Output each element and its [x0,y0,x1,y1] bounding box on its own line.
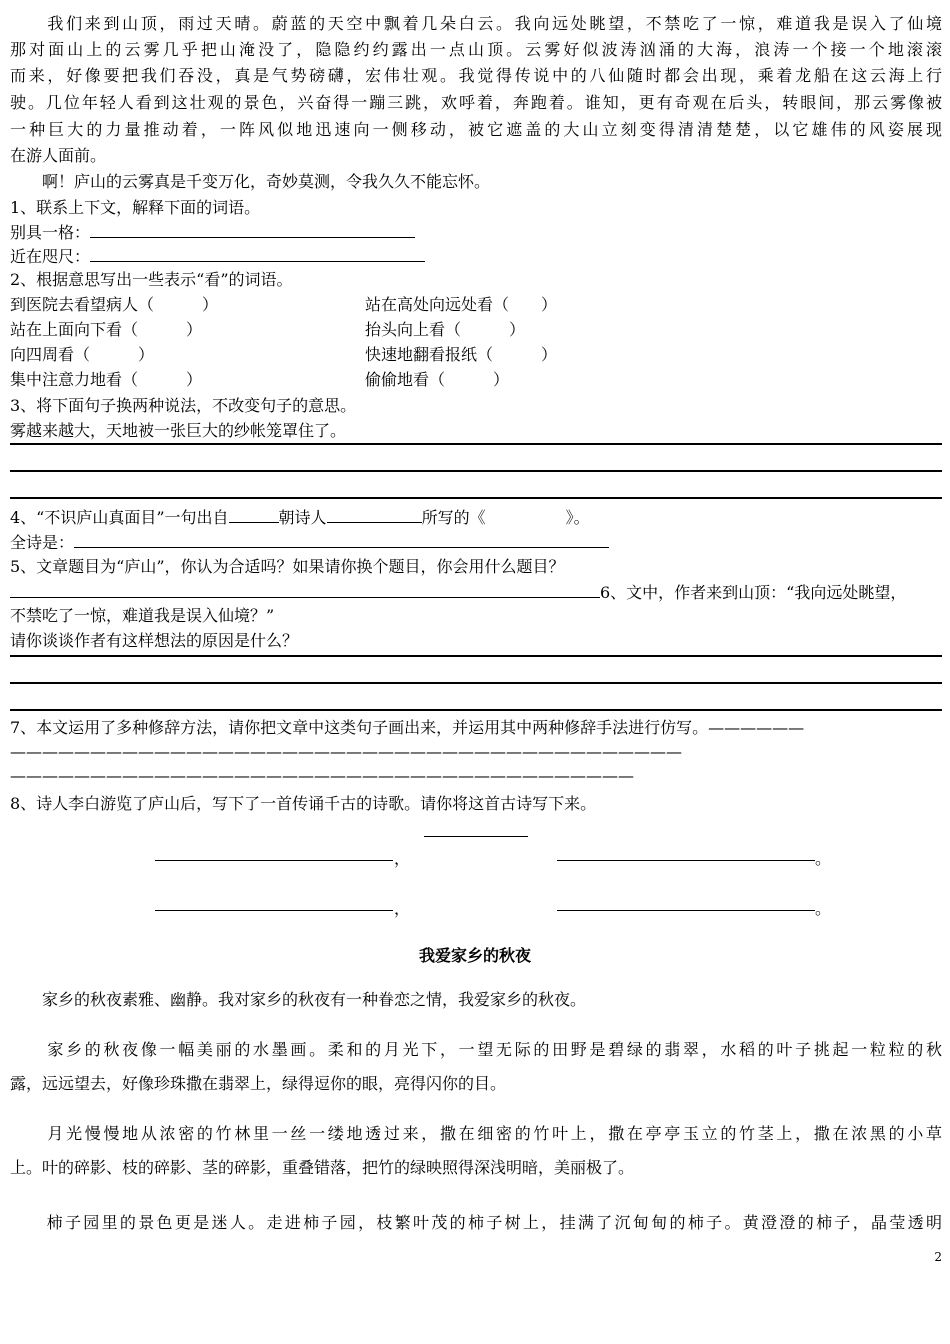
answer-blank[interactable] [229,507,279,523]
passage-line: 啊！庐山的云雾真是千变万化，奇妙莫测，令我久久不能忘怀。 [10,172,491,191]
poem-line-blank[interactable] [557,860,815,861]
answer-blank[interactable] [74,532,609,548]
q1-word-b: 近在咫尺： [10,247,91,266]
question-8: 8、诗人李白游览了庐山后，写下了一首传诵千古的诗歌。请你将这首古诗写下来。 [10,794,597,813]
passage-line: 上。叶的碎影、枝的碎影、茎的碎影，重叠错落，把竹的绿映照得深浅明暗，美丽极了。 [10,1158,635,1177]
answer-blank[interactable] [90,246,425,262]
q4-full-poem-row [10,532,942,553]
q5-q6-row [10,582,942,603]
passage-line: 柿子园里的景色更是迷人。走进柿子园，枝繁叶茂的柿子树上，挂满了沉甸甸的柿子。黄澄澄的柿子，晶莹透明 [10,1213,942,1232]
q6-line-3: 请你谈谈作者有这样想法的原因是什么？ [10,631,299,650]
poem-period: 。 [815,899,832,918]
q2-item: 偷偷地看（ ） [365,370,510,389]
passage-line: 在游人面前。 [10,146,107,165]
poem-line-blank[interactable] [155,860,393,861]
q2-row [10,320,942,340]
poem-title-blank[interactable] [424,836,528,837]
poem-comma: ， [394,899,411,918]
page-number: 2 [934,1250,942,1264]
passage-line: 我们来到山顶，雨过天晴。蔚蓝的天空中飘着几朵白云。我向远处眺望，不禁吃了一惊，难道我是误入了仙境 [10,14,942,33]
answer-line[interactable] [10,470,942,472]
poem-comma: ， [394,849,411,868]
answer-line[interactable] [10,655,942,657]
question-3: 3、将下面句子换两种说法，不改变句子的意思。 [10,396,357,415]
passage-line: 家乡的秋夜像一幅美丽的水墨画。柔和的月光下，一望无际的田野是碧绿的翡翠，水稻的叶子挑起一粒粒的秋 [10,1040,942,1059]
passage-2-title: 我爱家乡的秋夜 [418,946,531,965]
answer-line[interactable] [10,443,942,445]
q1-word-a: 别具一格： [10,223,91,242]
q1-row-b [10,246,942,267]
q1-row-a [10,222,942,243]
answer-blank[interactable] [327,507,422,523]
question-5: 5、文章题目为“庐山”，你认为合适吗？如果请你换个题目，你会用什么题目？ [10,557,565,576]
q2-row [10,345,942,365]
q2-item: 集中注意力地看（ ） [10,370,203,389]
poem-period: 。 [815,849,832,868]
answer-blank[interactable] [10,582,600,598]
poem-line-blank[interactable] [155,910,393,911]
q2-item: 抬头向上看（ ） [365,320,526,339]
q7-dash-line: —————————————————————————————————————————— [10,742,682,761]
passage-line: 驶。几位年轻人看到这壮观的景色，兴奋得一蹦三跳，欢呼着，奔跑着。谁知，更有奇观在后头，转眼间，那云雾像被 [10,93,942,112]
q2-item: 到医院去看望病人（ ） [10,295,219,314]
answer-blank[interactable] [90,222,415,238]
q4-text: 4、“不识庐山真面目”一句出自 [10,508,229,527]
answer-line[interactable] [10,709,942,711]
poem-line-blank[interactable] [557,910,815,911]
q4-full-poem-label: 全诗是： [10,533,75,552]
q7-dash-line: ——————————————————————————————————————— [10,766,634,785]
passage-line: 露，远远望去，好像珍珠撒在翡翠上，绿得逗你的眼，亮得闪你的目。 [10,1074,507,1093]
passage-line: 一种巨大的力量推动着，一阵风似地迅速向一侧移动，被它遮盖的大山立刻变得清清楚楚，以它雄伟的风姿展现 [10,120,942,139]
passage-line: 月光慢慢地从浓密的竹林里一丝一缕地透过来，撒在细密的竹叶上，撒在亭亭玉立的竹茎上，撒在浓黑的小草 [10,1124,942,1143]
question-2: 2、根据意思写出一些表示“看”的词语。 [10,270,293,289]
answer-line[interactable] [10,497,942,499]
q2-item: 站在上面向下看（ ） [10,320,203,339]
q6-line-2: 不禁吃了一惊，难道我是误入仙境？” [10,606,275,625]
passage-line: 那对面山上的云雾几乎把山淹没了，隐隐约约露出一点山顶。云雾好似波涛汹涌的大海，浪涛一个接一个地滚滚 [10,40,942,59]
question-7: 7、本文运用了多种修辞方法，请你把文章中这类句子画出来，并运用其中两种修辞手法进行仿写。—————— [10,718,805,737]
q4-text: 所写的《 [421,508,486,527]
question-6: 6、文中，作者来到山顶：“我向远处眺望， [600,583,907,602]
q2-item: 站在高处向远处看（ ） [365,295,558,314]
q2-row [10,370,942,390]
q2-row [10,295,942,315]
q2-item: 快速地翻看报纸（ ） [365,345,558,364]
question-4 [10,507,942,528]
passage-line: 而来，好像要把我们吞没，真是气势磅礴，宏伟壮观。我觉得传说中的八仙随时都会出现，乘着龙船在这云海上行 [10,66,942,85]
q4-text: 朝诗人 [278,508,327,527]
answer-line[interactable] [10,682,942,684]
q4-text: 》。 [565,508,590,527]
q3-sentence: 雾越来越大，天地被一张巨大的纱帐笼罩住了。 [10,421,347,440]
q2-item: 向四周看（ ） [10,345,155,364]
question-1: 1、联系上下文，解释下面的词语。 [10,198,261,217]
passage-line: 家乡的秋夜素雅、幽静。我对家乡的秋夜有一种眷恋之情，我爱家乡的秋夜。 [10,990,587,1009]
